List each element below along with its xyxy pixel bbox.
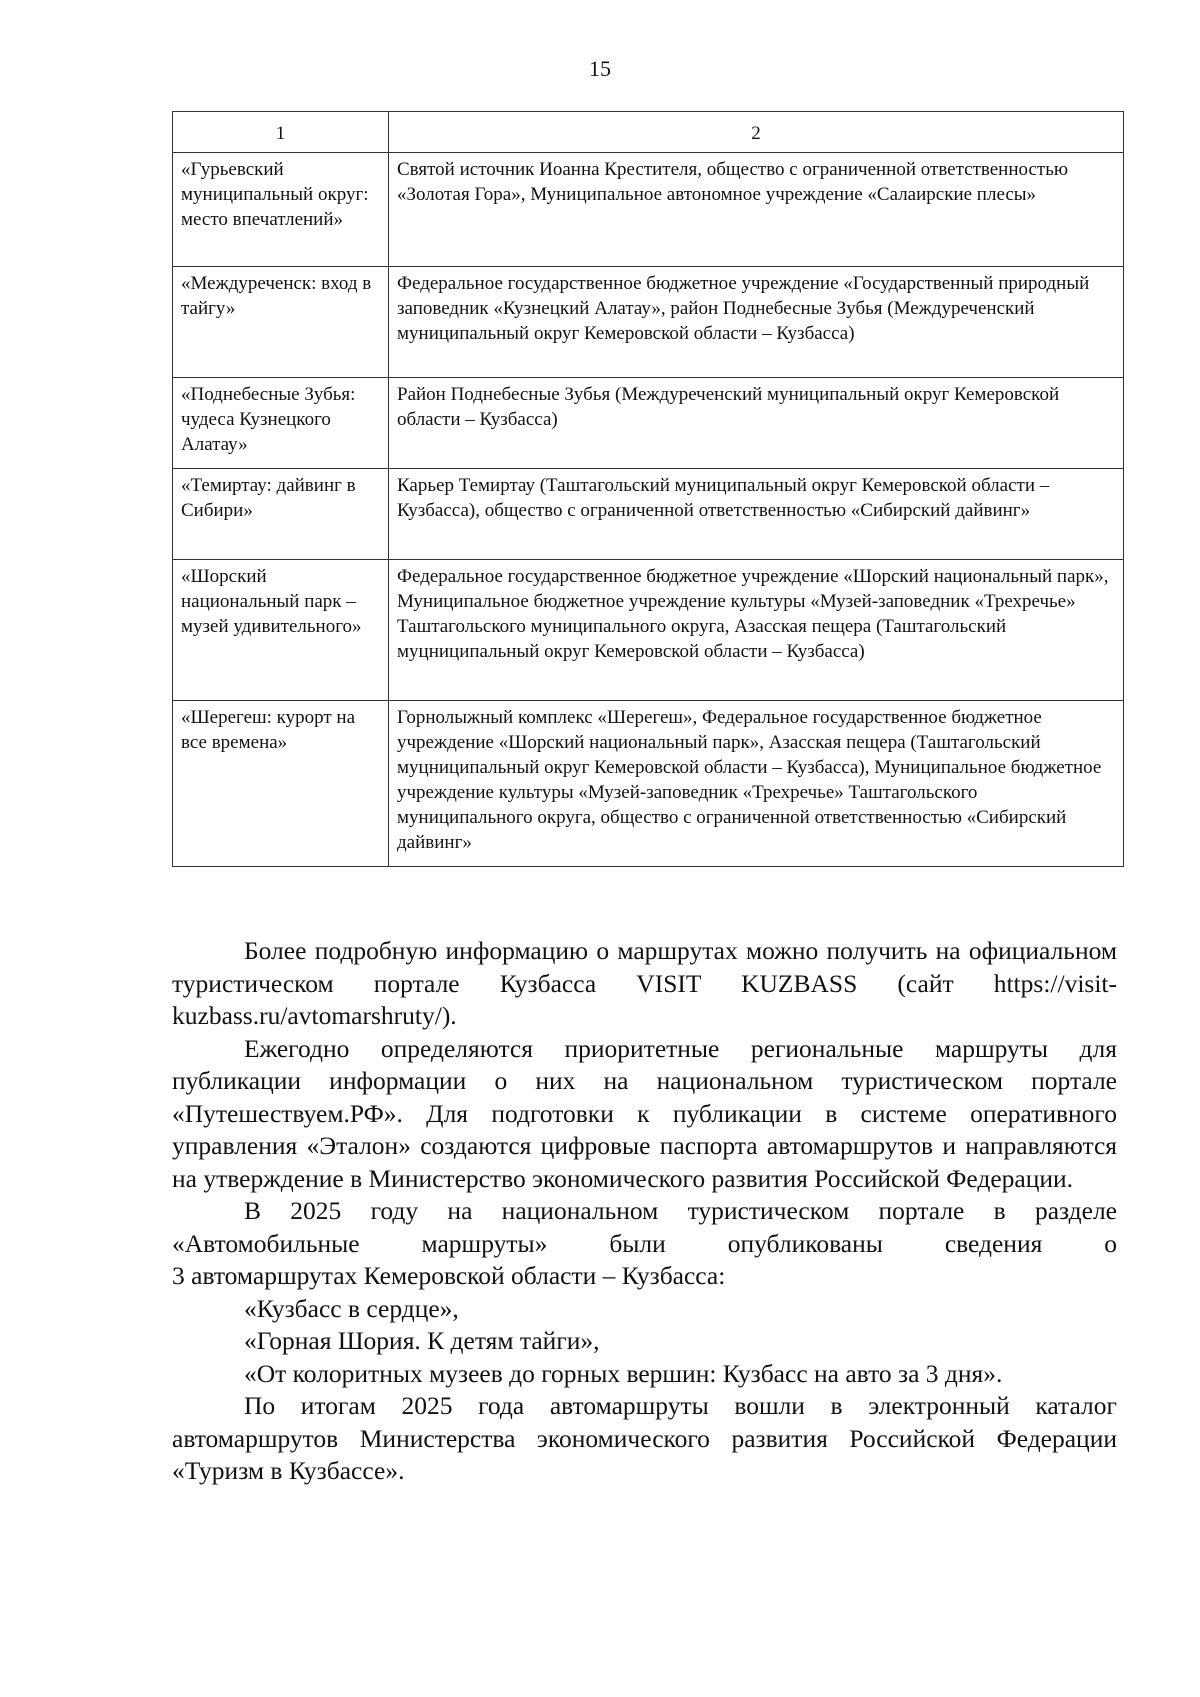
table-header-row (173, 112, 1124, 153)
body-text (172, 935, 1117, 1488)
route-objects-cell: Святой источник Иоанна Крестителя, общество с ограниченной ответственностью «Золотая Гора», Муниципальное автономное учреждение «Салаирские плесы» (389, 153, 1124, 267)
route-name-cell: «Шорский национальный парк – музей удивительного» (173, 560, 389, 701)
paragraph-portal-info: Более подробную информацию о маршрутах можно получить на официальном туристическом портале Кузбасса VISIT KUZBASS (сайт https://visit-kuzbass.ru/avtomarshruty/). (172, 936, 1117, 1030)
list-item: «Горная Шория. К детям тайги», (244, 1326, 600, 1355)
route-objects-cell: Федеральное государственное бюджетное учреждение «Государственный природный заповедник «Кузнецкий Алатау», район Поднебесные Зубья (Междуреченский муниципальный округ Кемеровской области – Кузбасса) (389, 267, 1124, 378)
paragraph-published-routes: В 2025 году на национальном туристическом портале в разделе «Автомобильные маршруты» были опубликованы сведения о (172, 1196, 1117, 1258)
route-objects-cell: Карьер Темиртау (Таштагольский муниципальный округ Кемеровской области – Кузбасса), общество с ограниченной ответственностью «Сибирский дайвинг» (389, 469, 1124, 560)
table-row (173, 469, 1124, 560)
route-objects-cell: Район Поднебесные Зубья (Междуреченский муниципальный округ Кемеровской области – Кузбасса) (389, 378, 1124, 469)
paragraph-priority-routes: Ежегодно определяются приоритетные региональные маршруты для публикации информации о них на национальном туристическом портале «Путешествуем.РФ». Для подготовки к публикации в системе оперативного управления «Эталон» создаются цифровые паспорта автомаршрутов и направляются на утверждение в Министерство экономического развития Российской Федерации. (172, 1033, 1117, 1193)
page-number: 15 (589, 56, 611, 81)
list-item: «От колоритных музеев до горных вершин: Кузбасс на авто за 3 дня». (244, 1358, 1003, 1388)
route-name-cell: «Шерегеш: курорт на все времена» (173, 701, 389, 867)
column-header-1: 1 (173, 112, 389, 153)
column-header-2: 2 (389, 112, 1124, 153)
route-objects-cell: Горнолыжный комплекс «Шерегеш», Федеральное государственное бюджетное учреждение «Шорский национальный парк», Азасская пещера (Таштагольский муцниципальный округ Кемеровской области – Кузбасса), Муниципальное бюджетное учреждение культуры «Музей-заповедник «Трехречье» Таштагольского муниципального округа, общество с ограниченной ответственностью «Сибирский дайвинг» (389, 701, 1124, 867)
paragraph-published-routes-continued: 3 автомаршрутах Кемеровской области – Кузбасса: (172, 1261, 726, 1290)
route-name-cell: «Поднебесные Зубья: чудеса Кузнецкого Алатау» (173, 378, 389, 469)
table-row (173, 378, 1124, 469)
paragraph-catalog: По итогам 2025 года автомаршруты вошли в электронный каталог автомаршрутов Министерства экономического развития Российской Федерации «Туризм в Кузбассе». (172, 1391, 1117, 1485)
table-row (173, 153, 1124, 267)
table-row (173, 560, 1124, 701)
table-row (173, 701, 1124, 867)
routes-table (172, 111, 1124, 867)
list-item: «Кузбасс в сердце», (244, 1293, 459, 1323)
route-name-cell: «Темиртау: дайвинг в Сибири» (173, 469, 389, 560)
route-name-cell: «Гурьевский муниципальный округ: место впечатлений» (173, 153, 389, 267)
route-objects-cell: Федеральное государственное бюджетное учреждение «Шорский национальный парк», Муниципальное бюджетное учреждение культуры «Музей-заповедник «Трехречье» Таштагольского муниципального округа, Азасская пещера (Таштагольский муцниципальный округ Кемеровской области – Кузбасса) (389, 560, 1124, 701)
table-row (173, 267, 1124, 378)
route-name-cell: «Междуреченск: вход в тайгу» (173, 267, 389, 378)
